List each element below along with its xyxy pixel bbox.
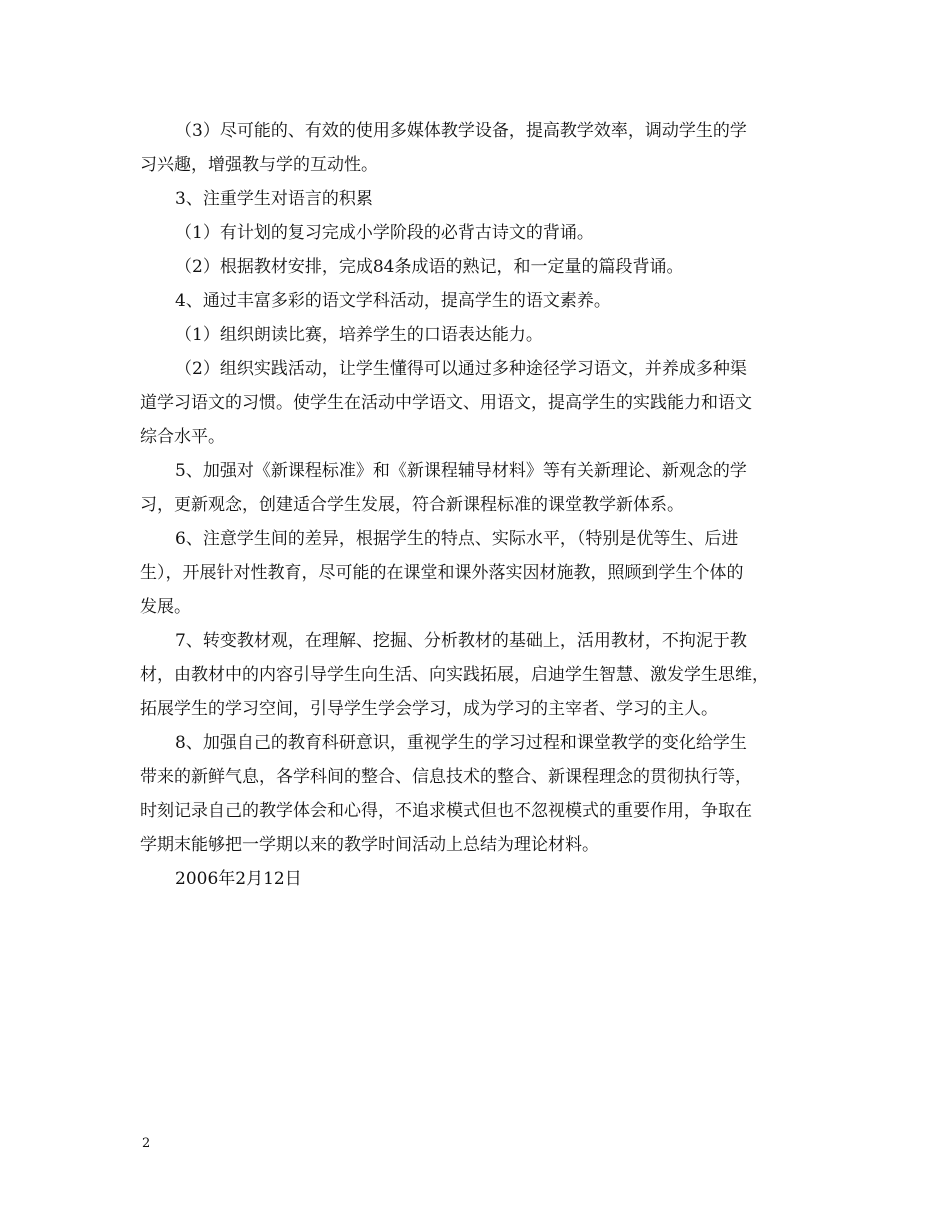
paragraph-line: 道学习语文的习惯。使学生在活动中学语文、用语文，提高学生的实践能力和语文 — [140, 393, 752, 413]
list-item: （2）根据教材安排，完成84条成语的熟记，和一定量的篇段背诵。 — [175, 257, 684, 277]
paragraph-line: 习兴趣，增强教与学的互动性。 — [140, 155, 378, 175]
list-item: （1）有计划的复习完成小学阶段的必背古诗文的背诵。 — [175, 223, 594, 243]
document-date: 2006年2月12日 — [175, 869, 302, 889]
paragraph-line: （3）尽可能的、有效的使用多媒体教学设备，提高教学效率，调动学生的学 — [175, 121, 747, 141]
paragraph-line: 生），开展针对性教育，尽可能的在课堂和课外落实因材施教，照顾到学生个体的 — [140, 563, 744, 583]
paragraph-line: 材，由教材中的内容引导学生向生活、向实践拓展，启迪学生智慧、激发学生思维， — [140, 665, 769, 685]
list-item: （1）组织朗读比赛，培养学生的口语表达能力。 — [175, 325, 543, 345]
paragraph-line: 综合水平。 — [140, 427, 225, 447]
paragraph-line: （2）组织实践活动，让学生懂得可以通过多种途径学习语文，并养成多种渠 — [175, 359, 747, 379]
section-heading: 4、通过丰富多彩的语文学科活动，提高学生的语文素养。 — [175, 291, 611, 311]
paragraph-line: 习，更新观念，创建适合学生发展，符合新课程标准的课堂教学新体系。 — [140, 495, 684, 515]
paragraph-line: 8、加强自己的教育科研意识，重视学生的学习过程和课堂教学的变化给学生 — [175, 733, 747, 753]
document-body — [140, 114, 825, 896]
paragraph-line: 学期末能够把一学期以来的教学时间活动上总结为理论材料。 — [140, 835, 599, 855]
page-number: 2 — [142, 1136, 151, 1151]
paragraph-line: 5、加强对《新课程标准》和《新课程辅导材料》等有关新理论、新观念的学 — [175, 461, 747, 481]
paragraph-line: 带来的新鲜气息，各学科间的整合、信息技术的整合、新课程理念的贯彻执行等， — [140, 767, 752, 787]
paragraph-line: 拓展学生的学习空间，引导学生学会学习，成为学习的主宰者、学习的主人。 — [140, 699, 718, 719]
paragraph-line: 7、转变教材观，在理解、挖掘、分析教材的基础上，活用教材，不拘泥于教 — [175, 631, 747, 651]
section-heading: 3、注重学生对语言的积累 — [175, 189, 373, 209]
paragraph-line: 发展。 — [140, 597, 191, 617]
paragraph-line: 6、注意学生间的差异，根据学生的特点、实际水平，（特别是优等生、后进 — [175, 529, 739, 549]
paragraph-line: 时刻记录自己的教学体会和心得，不追求模式但也不忽视模式的重要作用，争取在 — [140, 801, 752, 821]
